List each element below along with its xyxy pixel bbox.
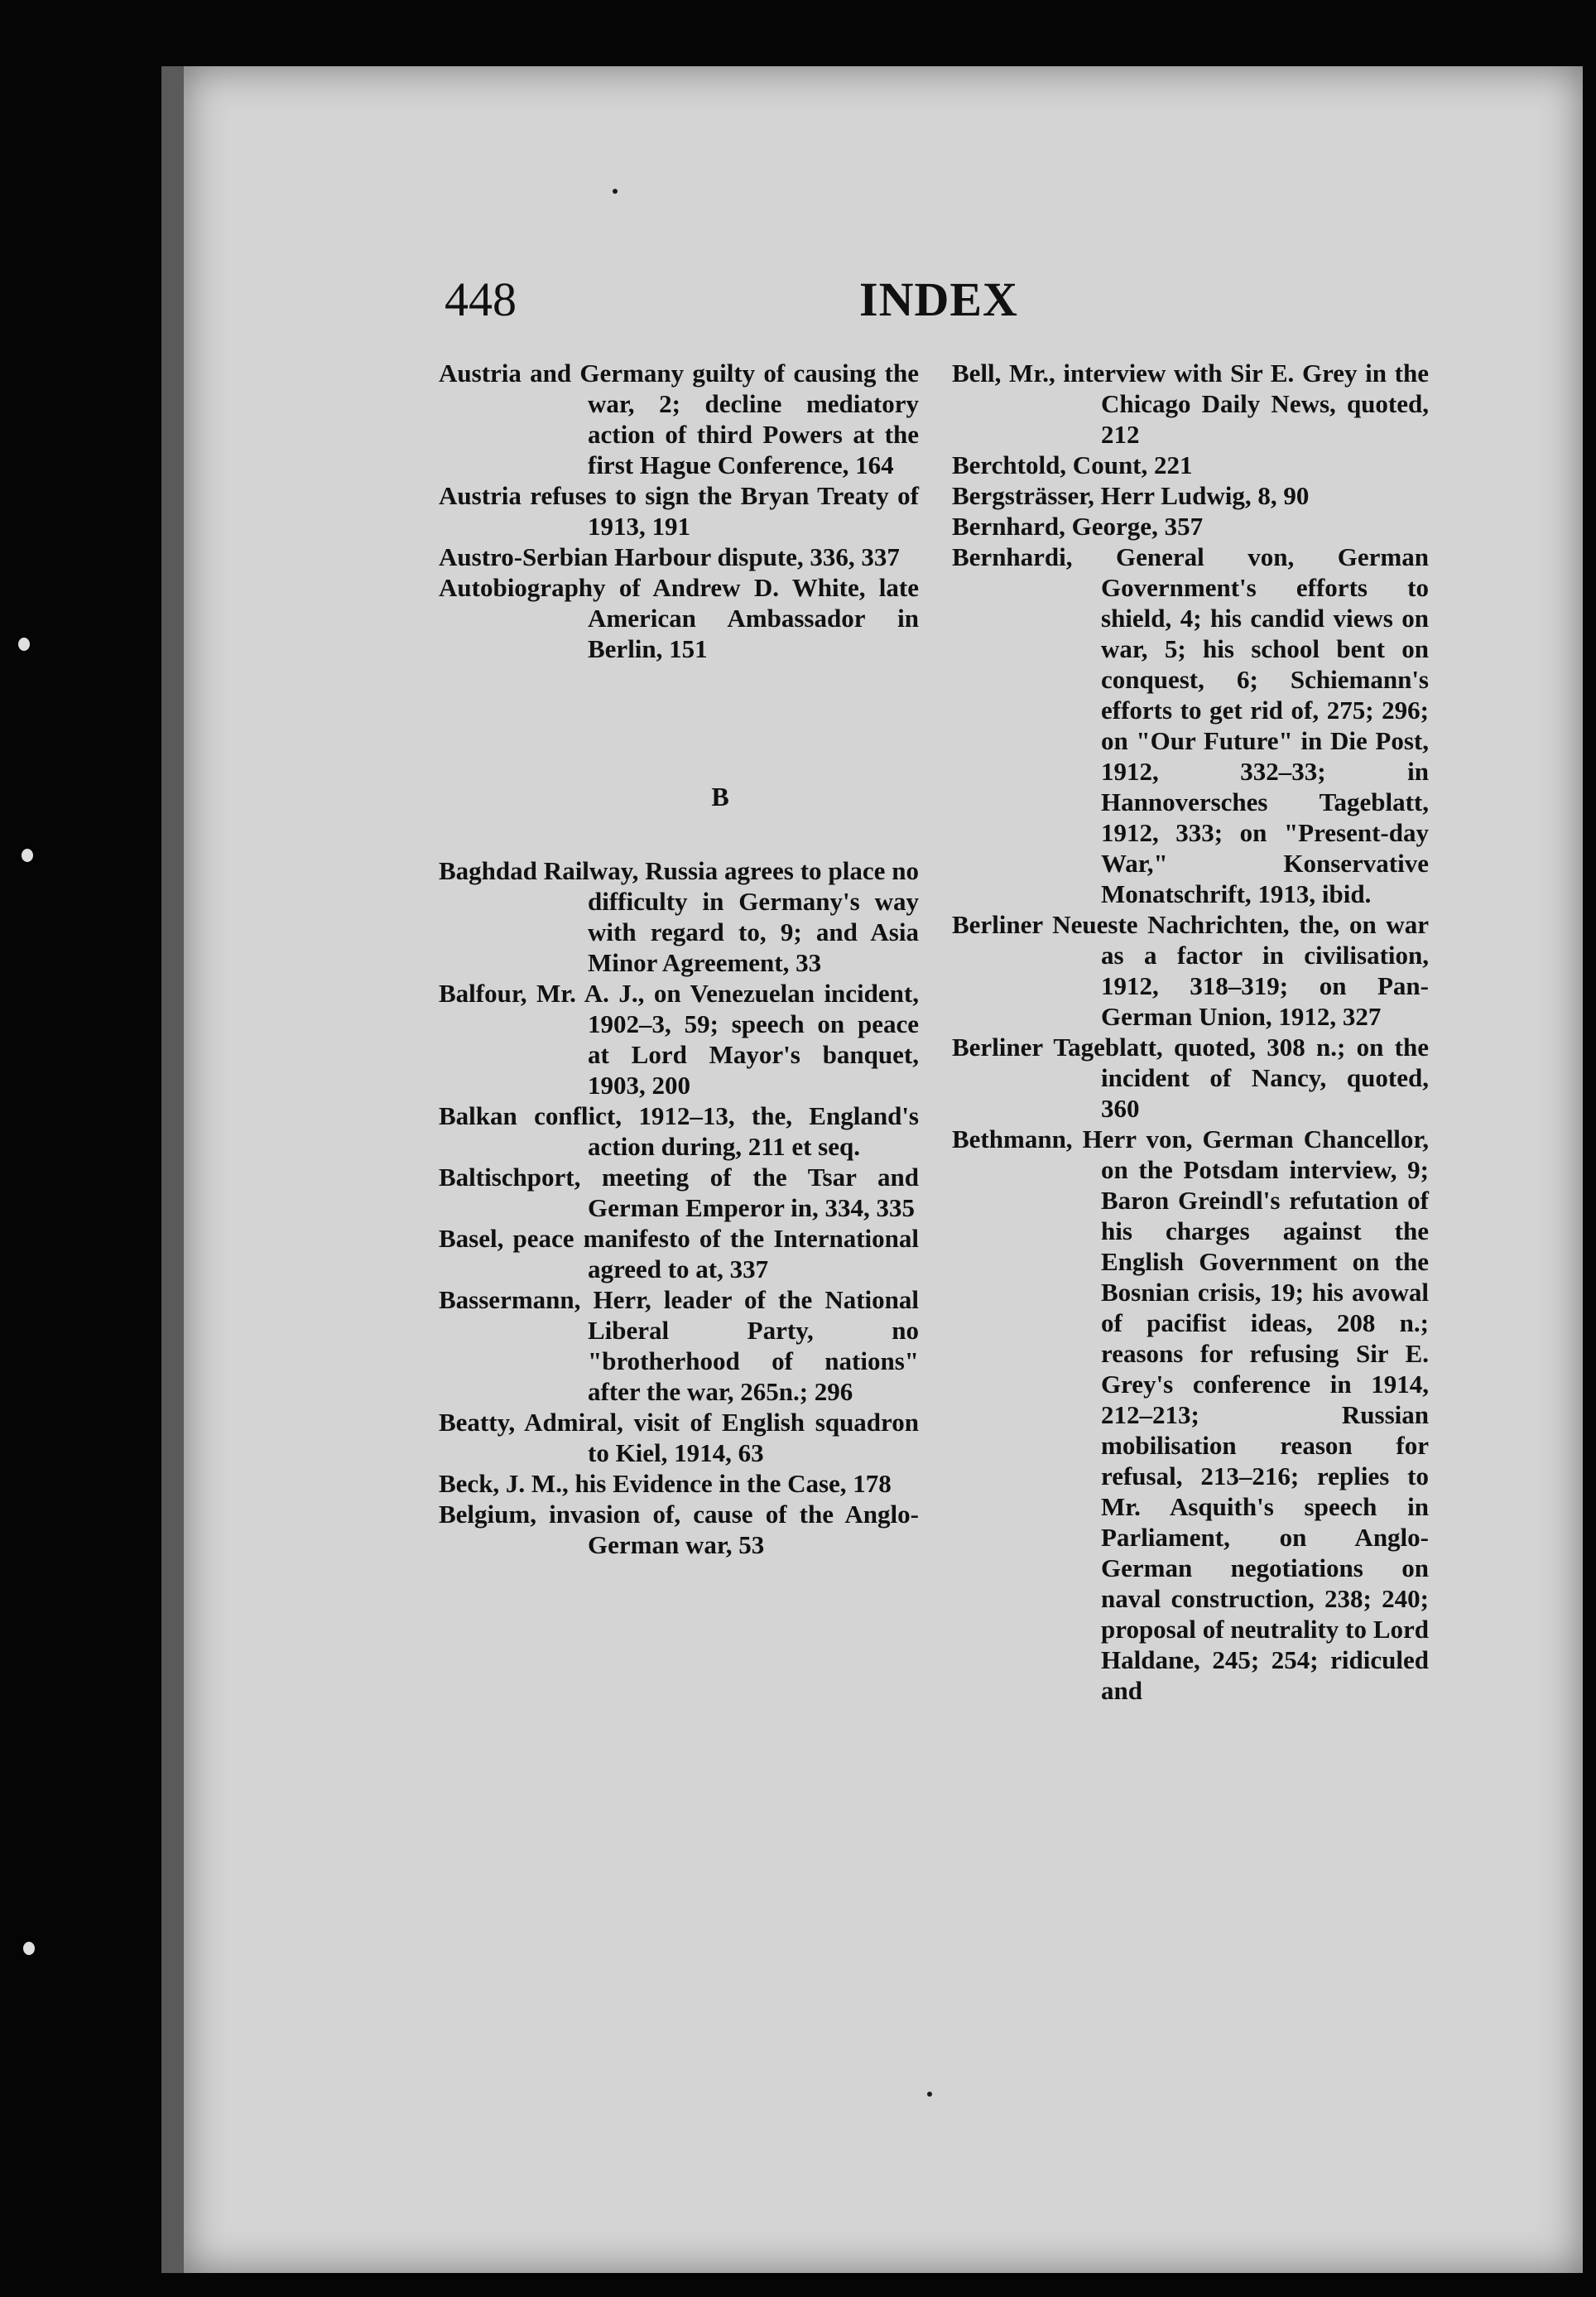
- index-entry: Bernhardi, General von, German Government's efforts to shield, 4; his candid views on war, 5; his school bent on conquest, 6; Schiemann's efforts to get rid of, 275; 296; on "Our Future" in Die Post, 1912, 332–33; in Hannoversches Tageblatt, 1912, 333; on "Present-day War," Konservative Monatschrift, 1913, ibid.: [952, 542, 1429, 908]
- index-entry: Bergsträsser, Herr Ludwig, 8, 90: [952, 481, 1310, 510]
- index-entry: Basel, peace manifesto of the International agreed to at, 337: [439, 1224, 919, 1283]
- index-column-right: [952, 358, 1429, 1706]
- scan-speck: [22, 849, 33, 862]
- scan-speck: [23, 1942, 35, 1955]
- index-entry: Bell, Mr., interview with Sir E. Grey in the Chicago Daily News, quoted, 212: [952, 359, 1429, 449]
- page-title: INDEX: [859, 272, 1018, 326]
- index-entry: Balkan conflict, 1912–13, the, England's action during, 211 et seq.: [439, 1101, 919, 1161]
- index-entry: Beck, J. M., his Evidence in the Case, 178: [439, 1469, 892, 1498]
- index-entry: Autobiography of Andrew D. White, late American Ambassador in Berlin, 151: [439, 573, 919, 663]
- scan-dot: [927, 2092, 932, 2097]
- scan-speck: [18, 638, 30, 651]
- scan-edge-strip: [161, 66, 186, 2273]
- section-gap: [439, 812, 919, 855]
- page-number: 448: [445, 272, 517, 326]
- index-entry: Bernhard, George, 357: [952, 512, 1204, 541]
- index-entry: Baghdad Railway, Russia agrees to place no difficulty in Germany's way with regard to, 9; and Asia Minor Agreement, 33: [439, 856, 919, 977]
- index-entry: Bethmann, Herr von, German Chancellor, on the Potsdam interview, 9; Baron Greindl's refutation of his charges against the English Government on the Bosnian crisis, 19; his avowal of pacifist ideas, 208 n.; reasons for refusing Sir E. Grey's conference in 1914, 212–213; Russian mobilisation reason for refusal, 213–216; replies to Mr. Asquith's speech in Parliament, on Anglo-German negotiations on naval construction, 238; 240; proposal of neutrality to Lord Haldane, 245; 254; ridiculed and: [952, 1124, 1429, 1705]
- index-entry: Baltischport, meeting of the Tsar and German Emperor in, 334, 335: [439, 1163, 919, 1222]
- index-entry: Berchtold, Count, 221: [952, 450, 1193, 479]
- index-entry: Austro-Serbian Harbour dispute, 336, 337: [439, 542, 900, 571]
- section-letter: B: [711, 782, 729, 811]
- index-entry: Berliner Tageblatt, quoted, 308 n.; on the incident of Nancy, quoted, 360: [952, 1033, 1429, 1123]
- scan-dot: [613, 189, 618, 194]
- index-entry: Bassermann, Herr, leader of the National Liberal Party, no "brotherhood of nations" after the war, 265n.; 296: [439, 1285, 919, 1406]
- section-gap: [439, 664, 919, 782]
- index-entry: Austria refuses to sign the Bryan Treaty of 1913, 191: [439, 481, 919, 541]
- index-entry: Belgium, invasion of, cause of the Anglo-German war, 53: [439, 1500, 919, 1559]
- index-entry: Berliner Neueste Nachrichten, the, on war as a factor in civilisation, 1912, 318–319; on Pan-German Union, 1912, 327: [952, 910, 1429, 1031]
- index-entry: Austria and Germany guilty of causing the war, 2; decline mediatory action of third Powers at the first Hague Conference, 164: [439, 359, 919, 479]
- index-column-left: [439, 358, 919, 1560]
- index-entry: Balfour, Mr. A. J., on Venezuelan incident, 1902–3, 59; speech on peace at Lord Mayor's banquet, 1903, 200: [439, 979, 919, 1100]
- index-entry: Beatty, Admiral, visit of English squadron to Kiel, 1914, 63: [439, 1408, 919, 1467]
